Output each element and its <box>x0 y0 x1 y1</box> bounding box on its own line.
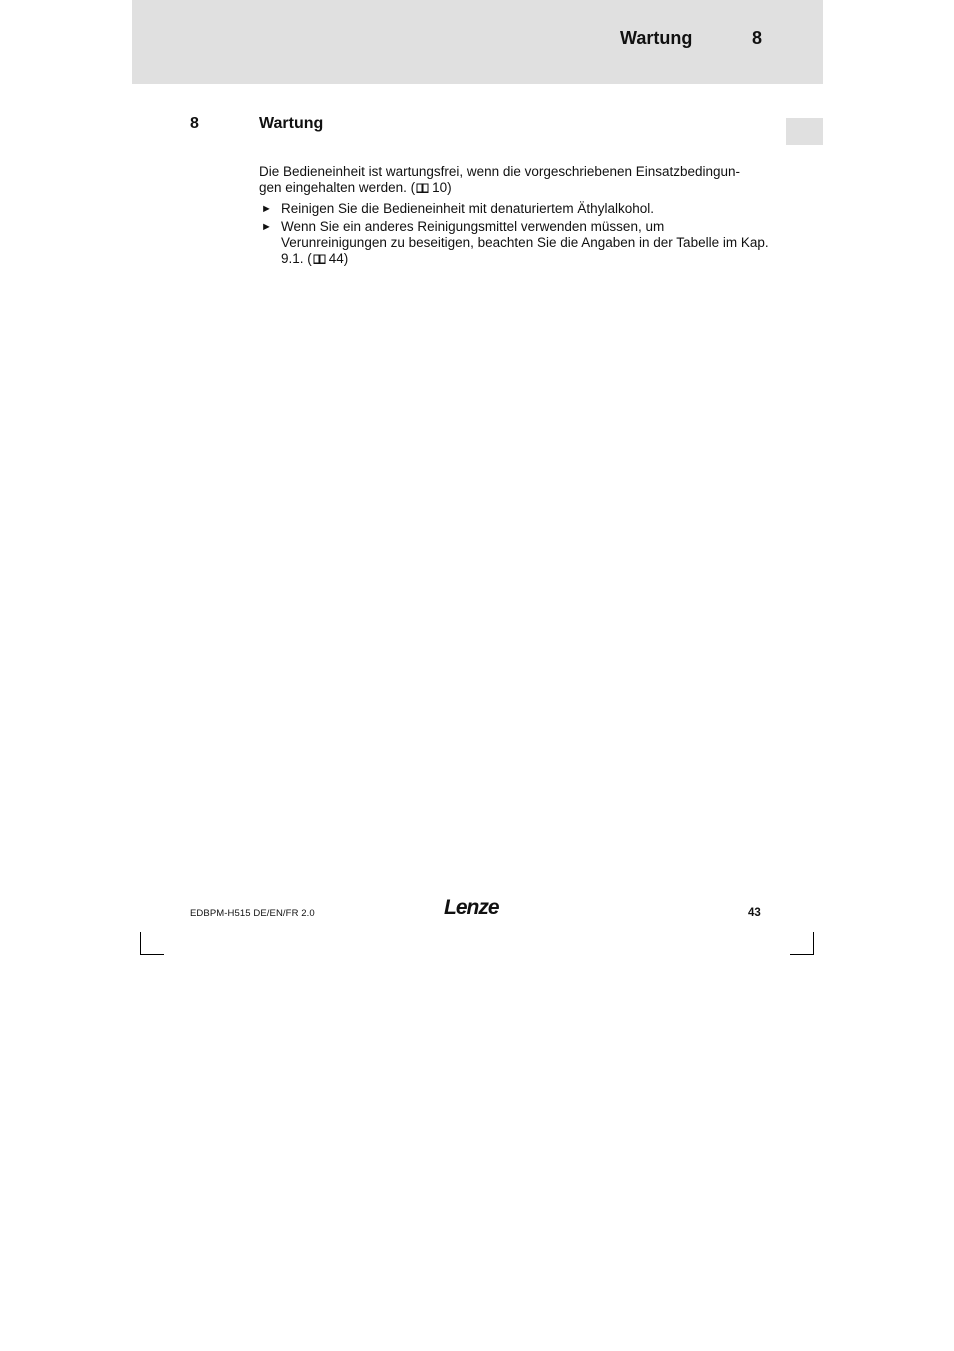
crop-mark-left-vertical <box>140 932 141 955</box>
arrow-bullet-icon: ► <box>261 203 272 215</box>
running-header-title: Wartung <box>620 28 693 48</box>
header-band <box>132 0 823 84</box>
section-number: 8 <box>190 115 199 132</box>
intro-ref[interactable]: 10) <box>432 180 452 195</box>
section-body <box>259 164 771 269</box>
footer-document-id: EDBPM-H515 DE/EN/FR 2.0 <box>190 908 315 919</box>
book-icon <box>416 183 429 193</box>
lenze-logo: Lenze <box>444 896 499 919</box>
crop-mark-right-vertical <box>813 932 814 955</box>
list-item-text: Reinigen Sie die Bedieneinheit mit denaturiertem Äthylalkohol. <box>281 201 654 216</box>
arrow-bullet-icon: ► <box>261 221 272 233</box>
list-item <box>259 219 771 267</box>
chapter-tab-marker <box>786 118 823 145</box>
book-icon <box>313 254 326 264</box>
list-item <box>259 201 771 217</box>
crop-mark-right-horizontal <box>790 954 814 955</box>
bullet-list <box>259 201 771 267</box>
page-number: 43 <box>748 907 761 919</box>
intro-line-2 <box>259 180 771 196</box>
list-item-text: Wenn Sie ein anderes Reinigungsmittel verwenden müssen, um Verunreinigungen zu beseitigen, beachten Sie die Angaben in der Tabelle im Kap. 9.1. ( <box>281 219 769 266</box>
section-title: Wartung <box>259 115 324 132</box>
running-header-chapter: 8 <box>752 28 763 48</box>
intro-paragraph <box>259 164 771 196</box>
intro-line-1: Die Bedieneinheit ist wartungsfrei, wenn die vorgeschriebenen Einsatzbedingun- <box>259 164 741 179</box>
intro-line-2-text: gen eingehalten werden. ( <box>259 180 416 195</box>
list-item-ref[interactable]: 44) <box>328 251 349 266</box>
crop-mark-left-horizontal <box>140 954 164 955</box>
